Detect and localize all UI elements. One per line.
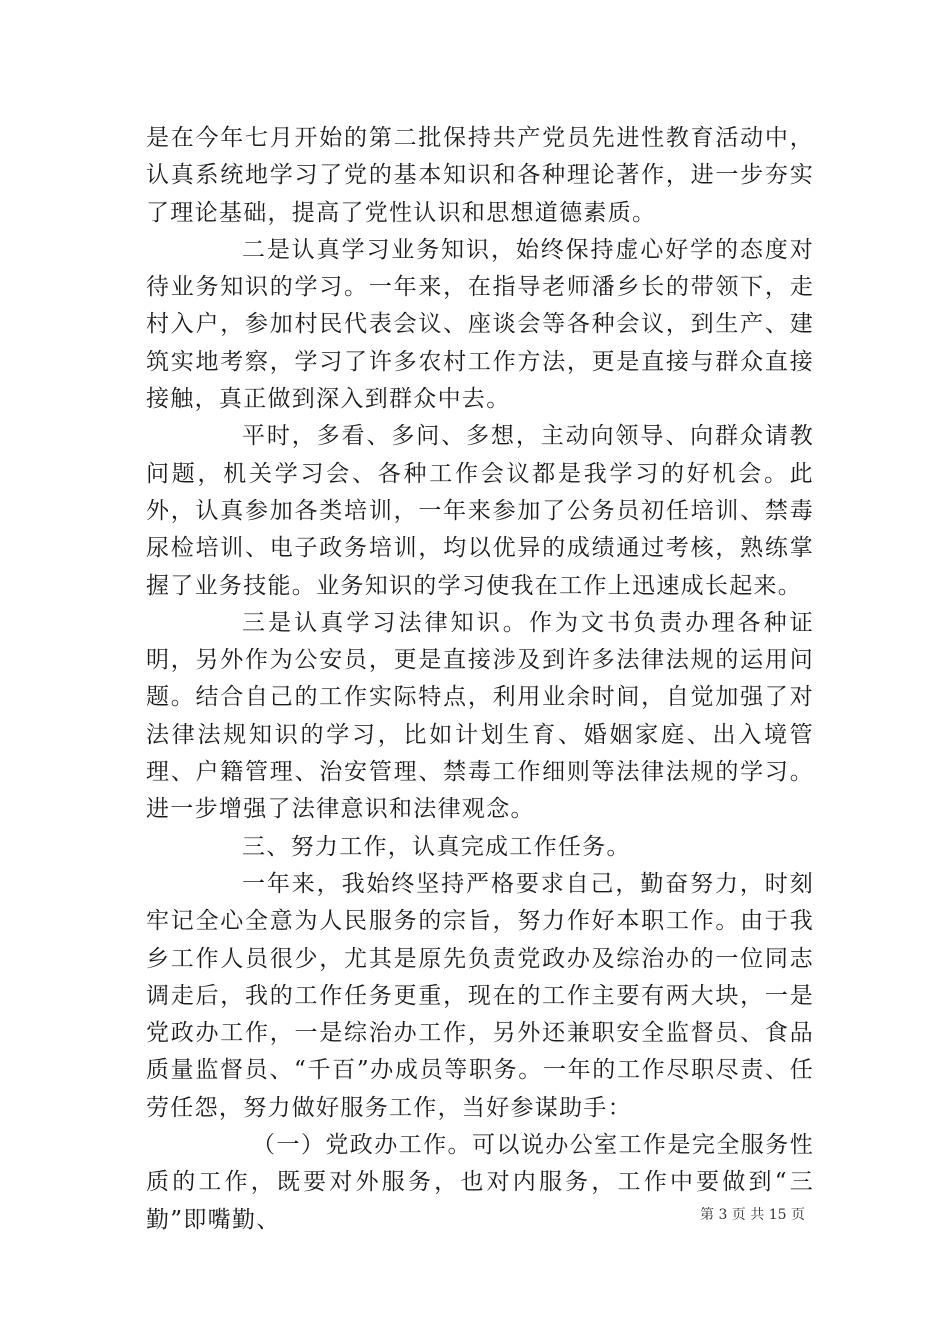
paragraph-continuation: 是在今年七月开始的第二批保持共产党员先进性教育活动中，认真系统地学习了党的基本知识和各种理论著作，进一步夯实了理论基础，提高了党性认识和思想道德素质。	[146, 125, 814, 226]
paragraph-daily-learning: 平时，多看、多问、多想，主动向领导、向群众请教问题，机关学习会、各种工作会议都是我学习的好机会。此外，认真参加各类培训，一年来参加了公务员初任培训、禁毒尿检培训、电子政务培训，均以优异的成绩通过考核，熟练掌握了业务技能。业务知识的学习使我在工作上迅速成长起来。	[146, 423, 814, 599]
paragraph-legal-knowledge: 三是认真学习法律知识。作为文书负责办理各种证明，另外作为公安员，更是直接涉及到许多法律法规的运用问题。结合自己的工作实际特点，利用业余时间，自觉加强了对法律法规知识的学习，比如计划生育、婚姻家庭、出入境管理、户籍管理、治安管理、禁毒工作细则等法律法规的学习。进一步增强了法律意识和法律观念。	[146, 609, 814, 823]
page-number-footer: 第 3 页 共 15 页	[700, 1207, 805, 1223]
paragraph-business-knowledge: 二是认真学习业务知识，始终保持虚心好学的态度对待业务知识的学习。一年来，在指导老师潘乡长的带领下，走村入户，参加村民代表会议、座谈会等各种会议，到生产、建筑实地考察，学习了许多农村工作方法，更是直接与群众直接接触，真正做到深入到群众中去。	[146, 236, 814, 413]
section-heading-work: 三、努力工作，认真完成工作任务。	[242, 833, 631, 860]
document-body	[146, 120, 814, 1239]
paragraph-office-work: （一）党政办工作。可以说办公室工作是完全服务性质的工作，既要对外服务，也对内服务，工作中要做到“三勤”即嘴勤、	[146, 1132, 814, 1233]
paragraph-work-summary: 一年来，我始终坚持严格要求自己，勤奋努力，时刻牢记全心全意为人民服务的宗旨，努力作好本职工作。由于我乡工作人员很少，尤其是原先负责党政办及综治办的一位同志调走后，我的工作任务更重，现在的工作主要有两大块，一是党政办工作，一是综治办工作，另外还兼职安全监督员、食品质量监督员、“千百”办成员等职务。一年的工作尽职尽责、任劳任怨，努力做好服务工作，当好参谋助手：	[146, 870, 814, 1121]
